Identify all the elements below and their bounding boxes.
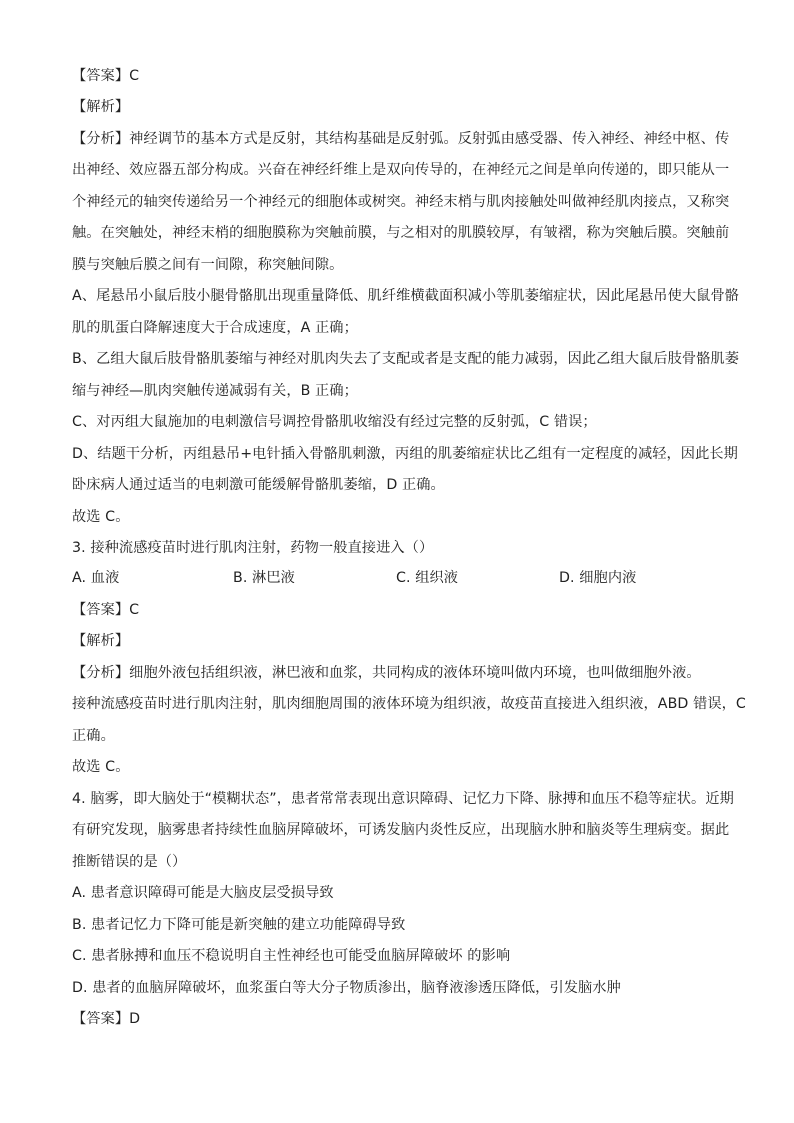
q2-option-b-analysis: B、乙组大鼠后肢骨骼肌萎缩与神经对肌肉失去了支配或者是支配的能力减弱，因此乙组大鼠后肢骨骼肌萎 (72, 351, 740, 367)
q4-option-d: D. 患者的血脑屏障破坏，血浆蛋白等大分子物质渗出，脑脊液渗透压降低，引发脑水肿 (72, 980, 621, 996)
q3-stem: 3. 接种流感疫苗时进行肌肉注射，药物一般直接进入（） (72, 540, 434, 556)
q4-answer: 【答案】D (72, 1011, 141, 1027)
q2-option-a-analysis: A、尾悬吊小鼠后肢小腿骨骼肌出现重量降低、肌纤维横截面积减小等肌萎缩症状，因此尾悬吊使大鼠骨骼 (72, 288, 740, 304)
q4-stem-line: 有研究发现，脑雾患者持续性血脑屏障破坏，可诱发脑内炎性反应，出现脑水肿和脑炎等生理病变。据此 (72, 822, 730, 838)
q2-option-d-analysis-cont: 卧床病人通过适当的电刺激可能缓解骨骼肌萎缩，D 正确。 (72, 477, 445, 493)
q2-analysis-label: 【解析】 (72, 99, 130, 115)
q2-option-c-analysis: C、对丙组大鼠施加的电刺激信号调控骨骼肌收缩没有经过完整的反射弧，C 错误； (72, 414, 597, 430)
q3-option-d: D. 细胞内液 (559, 570, 637, 586)
q3-analysis-label: 【解析】 (72, 633, 130, 649)
q3-option-b: B. 淋巴液 (233, 570, 295, 586)
q2-explain-line: 出神经、效应器五部分构成。兴奋在神经纤维上是双向传导的，在神经元之间是单向传递的，即只能从一 (72, 162, 730, 178)
q3-explain-line: 正确。 (72, 728, 115, 744)
q3-options (72, 568, 722, 588)
q2-explain-line: 触。在突触处，神经末梢的细胞膜称为突触前膜，与之相对的肌膜较厚，有皱褶，称为突触后膜。突触前 (72, 225, 730, 241)
q4-option-c: C. 患者脉搏和血压不稳说明自主性神经也可能受血脑屏障破坏 的影响 (72, 948, 511, 964)
q2-explain-line: 膜与突触后膜之间有一间隙，称突触间隙。 (72, 257, 344, 273)
q4-stem-line: 4. 脑雾，即大脑处于“模糊状态”，患者常常表现出意识障碍、记忆力下降、脉搏和血压不稳等症状。近期 (72, 791, 734, 807)
q4-stem-line: 推断错误的是（） (72, 854, 187, 870)
q2-option-a-analysis-cont: 肌的肌蛋白降解速度大于合成速度，A 正确； (72, 320, 358, 336)
q4-option-b: B. 患者记忆力下降可能是新突触的建立功能障碍导致 (72, 917, 406, 933)
q3-option-c: C. 组织液 (396, 570, 459, 586)
q2-answer: 【答案】C (72, 68, 140, 84)
q3-option-a: A. 血液 (72, 570, 120, 586)
q3-conclusion: 故选 C。 (72, 759, 130, 775)
q2-explain-line: 【分析】神经调节的基本方式是反射，其结构基础是反射弧。反射弧由感受器、传入神经、神经中枢、传 (72, 131, 730, 147)
q2-conclusion: 故选 C。 (72, 509, 130, 525)
q2-option-b-analysis-cont: 缩与神经—肌肉突触传递减弱有关，B 正确； (72, 383, 358, 399)
q2-option-d-analysis: D、结题干分析，丙组悬吊+电针插入骨骼肌刺激，丙组的肌萎缩症状比乙组有一定程度的减轻，因此长期 (72, 446, 738, 462)
q3-explain-line: 【分析】细胞外液包括组织液，淋巴液和血浆，共同构成的液体环境叫做内环境，也叫做细胞外液。 (72, 665, 701, 681)
q4-option-a: A. 患者意识障碍可能是大脑皮层受损导致 (72, 885, 334, 901)
q3-explain-line: 接种流感疫苗时进行肌肉注射，肌肉细胞周围的液体环境为组织液，故疫苗直接进入组织液，ABD 错误，C (72, 696, 746, 712)
q3-answer: 【答案】C (72, 602, 140, 618)
q2-explain-line: 个神经元的轴突传递给另一个神经元的细胞体或树突。神经末梢与肌肉接触处叫做神经肌肉接点，又称突 (72, 194, 730, 210)
